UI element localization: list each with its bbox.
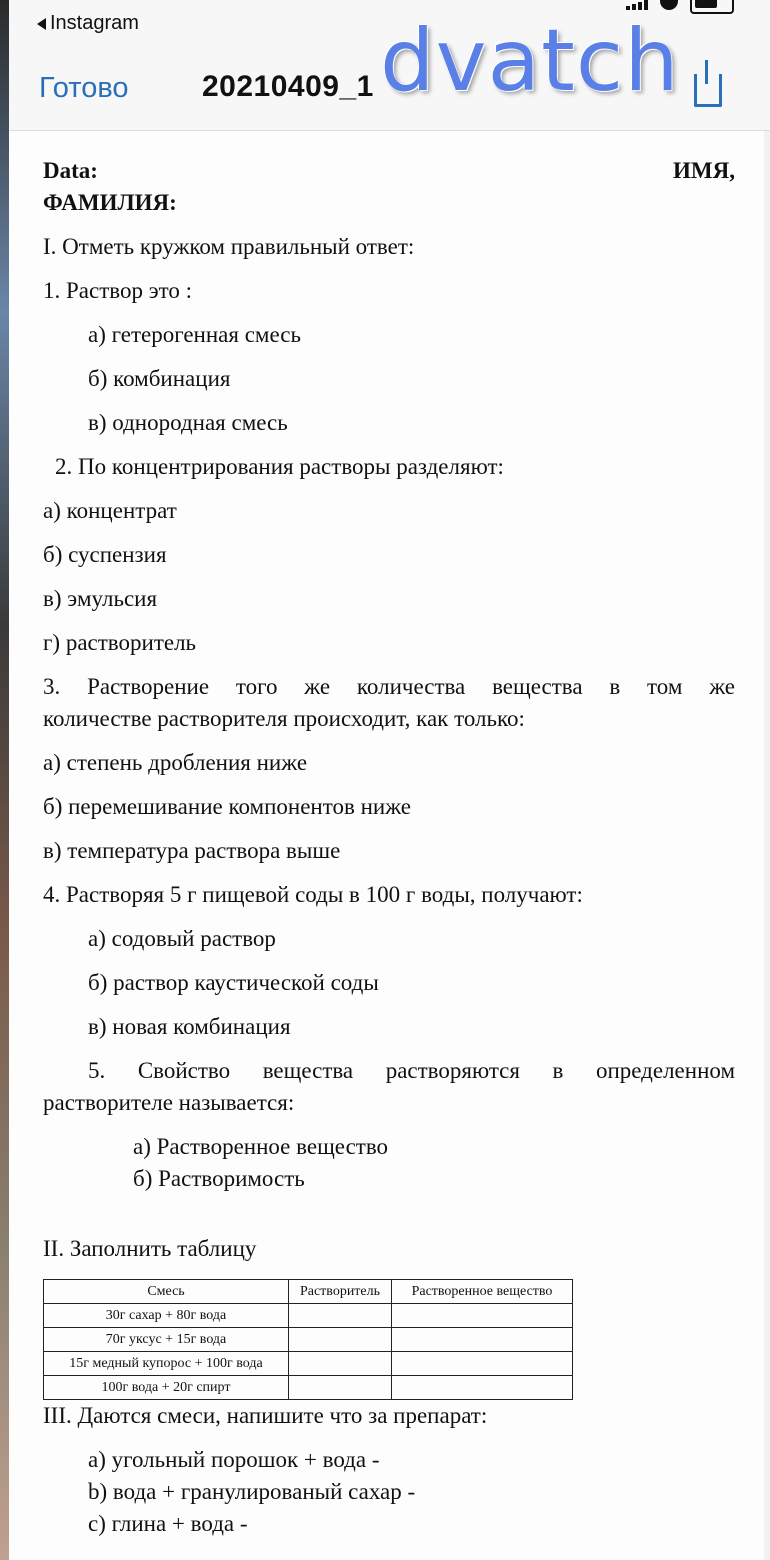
answer-option: б) комбинация (88, 366, 231, 391)
back-app-label: Instagram (50, 12, 139, 34)
question-1: 1. Раствор это : (43, 278, 192, 303)
table-row (44, 1352, 573, 1376)
done-button[interactable]: Готово (39, 72, 129, 104)
answer-option: а) степень дробления ниже (43, 750, 308, 775)
document-page (9, 131, 764, 1560)
table-cell (392, 1352, 573, 1376)
back-arrow-icon (37, 18, 46, 30)
table-cell (392, 1304, 573, 1328)
wifi-icon (660, 0, 678, 10)
table-header-cell: Смесь (44, 1280, 289, 1304)
question-5-line-2: растворителе называется: (43, 1090, 295, 1115)
table-row (44, 1328, 573, 1352)
name-label: ИМЯ, (673, 158, 735, 183)
surname-label: ФАМИЛИЯ: (43, 190, 177, 215)
table-cell (289, 1304, 392, 1328)
mixture-item: a) угольный порошок + вода - (88, 1447, 380, 1472)
answer-option: в) однородная смесь (88, 410, 288, 435)
question-2: 2. По концентрирования растворы разделяют: (55, 454, 504, 479)
mixture-item: b) вода + гранулированый сахар - (88, 1479, 416, 1504)
table-cell: 15г медный купорос + 100г вода (44, 1352, 289, 1376)
table-cell (289, 1328, 392, 1352)
answer-option: б) раствор каустической соды (88, 970, 379, 995)
table-cell (289, 1352, 392, 1376)
background-strip (0, 0, 9, 1560)
table-header-cell: Растворитель (289, 1280, 392, 1304)
fill-table (43, 1279, 573, 1400)
answer-option: а) гетерогенная смесь (88, 322, 301, 347)
share-icon[interactable] (694, 74, 722, 107)
table-cell (289, 1376, 392, 1400)
answer-option: б) перемешивание компонентов ниже (43, 794, 411, 819)
answer-option: г) растворитель (43, 630, 197, 655)
header-row (43, 155, 735, 187)
answer-option: а) Растворенное вещество (133, 1134, 389, 1159)
table-header-cell: Растворенное вещество (392, 1280, 573, 1304)
question-3-line-2: количестве растворителя происходит, как только: (43, 706, 525, 731)
section-2-heading: II. Заполнить таблицу (43, 1236, 257, 1261)
document-body (43, 155, 735, 1540)
answer-option: в) эмульсия (43, 586, 158, 611)
table-header-row (44, 1280, 573, 1304)
signal-icon (626, 0, 648, 10)
answer-option: в) новая комбинация (88, 1014, 291, 1039)
answer-option: б) Растворимость (133, 1166, 305, 1191)
question-3-line-1: 3. Растворение того же количества вещества в том же (43, 674, 735, 699)
table-row (44, 1376, 573, 1400)
mixture-item: c) глина + вода - (88, 1511, 248, 1536)
file-title: 20210409_1 (202, 70, 374, 103)
table-cell (392, 1376, 573, 1400)
answer-option: а) содовый раствор (88, 926, 276, 951)
watermark: dvatch (380, 11, 680, 111)
question-5-line-1: 5. Свойство вещества растворяются в определенном (88, 1058, 735, 1083)
answer-option: а) концентрат (43, 498, 177, 523)
section-3-heading: III. Даются смеси, напишите что за препарат: (43, 1403, 488, 1428)
answer-option: в) температура раствора выше (43, 838, 341, 863)
answer-option: б) суспензия (43, 542, 167, 567)
table-cell: 30г сахар + 80г вода (44, 1304, 289, 1328)
section-1-heading: I. Отметь кружком правильный ответ: (43, 234, 415, 259)
table-cell: 70г уксус + 15г вода (44, 1328, 289, 1352)
back-to-app-link[interactable] (37, 12, 139, 35)
table-cell: 100г вода + 20г спирт (44, 1376, 289, 1400)
date-label: Data: (43, 158, 98, 183)
battery-icon (690, 0, 734, 14)
table-cell (392, 1328, 573, 1352)
question-4: 4. Растворяя 5 г пищевой соды в 100 г воды, получают: (43, 882, 583, 907)
table-row (44, 1304, 573, 1328)
